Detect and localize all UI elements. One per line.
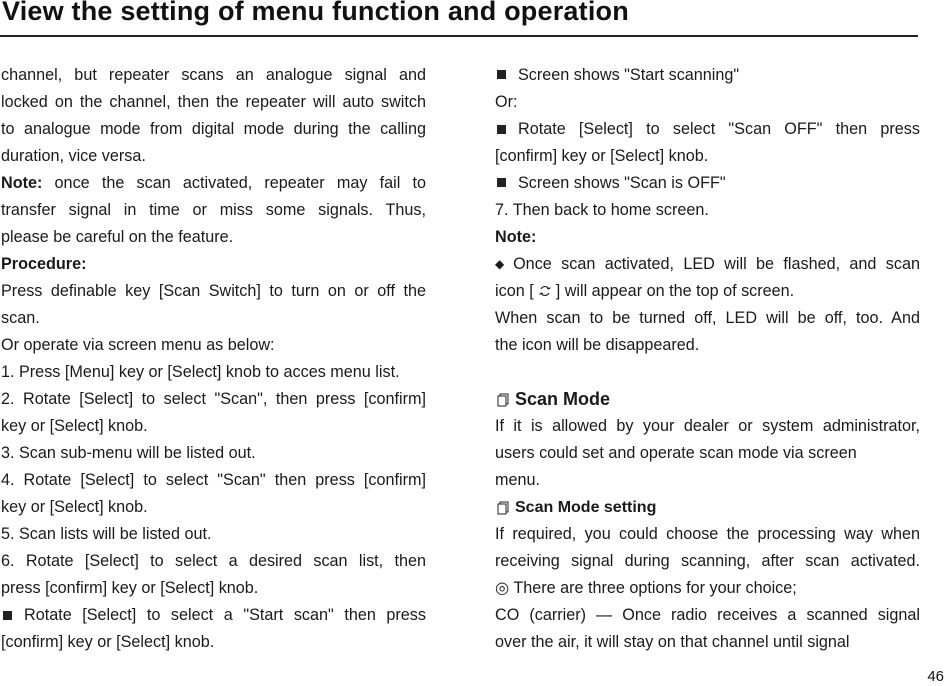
note-text: once the scan activated, repeater may fail to [42,174,426,192]
procedure-heading: Procedure: [1,255,87,273]
procedure-step: key or [Select] knob. [1,498,148,516]
bullet-continuation: [confirm] key or [Select] knob. [1,633,215,651]
paragraph-line: channel, but repeater scans an analogue signal and [1,66,426,84]
note-line: the icon will be disappeared. [495,336,700,354]
procedure-step: 4. Rotate [Select] to select "Scan" then press [confirm] [1,471,426,489]
procedure-line: scan. [1,309,40,327]
header-divider [0,35,918,37]
procedure-step: 1. Press [Menu] key or [Select] knob to acces menu list. [1,363,400,381]
bullet-item [495,170,920,197]
paragraph-line: receiving signal during scanning, after scan activated. [495,552,920,570]
procedure-step: 3. Scan sub-menu will be listed out. [1,444,256,462]
bullet-item [495,62,920,89]
scan-icon [538,284,552,298]
page-copy-icon [497,501,509,515]
paragraph-line: If required, you could choose the processing way when [495,525,920,543]
note-line [495,251,920,278]
procedure-step: 5. Scan lists will be listed out. [1,525,212,543]
procedure-step: 2. Rotate [Select] to select "Scan", then press [confirm] [1,390,426,408]
right-column [495,62,920,656]
page-number: 46 [927,668,944,685]
paragraph-line: CO (carrier) — Once radio receives a scanned signal [495,606,920,624]
note-text: ] will appear on the top of screen. [555,282,795,300]
note-text: Once scan activated, LED will be flashed, and scan [513,255,920,273]
note-line: please be careful on the feature. [1,228,234,246]
note-line [495,278,920,305]
note-line: transfer signal in time or miss some signals. Thus, [1,201,426,219]
paragraph-line: duration, vice versa. [1,147,146,165]
scan-mode-setting-heading [495,494,920,521]
paragraph-line: If it is allowed by your dealer or system administrator, [495,417,920,435]
note-line: When scan to be turned off, LED will be off, too. And [495,309,920,327]
bullet-text: Screen shows "Start scanning" [518,66,740,84]
bullet-text: Rotate [Select] to select "Scan OFF" then press [518,120,920,138]
procedure-step: 7. Then back to home screen. [495,201,709,219]
or-label: Or: [495,93,518,111]
scan-mode-setting-title: Scan Mode setting [515,499,657,516]
page-title: View the setting of menu function and operation [2,0,629,26]
procedure-step: key or [Select] knob. [1,417,148,435]
note-heading: Note: [495,228,537,246]
square-bullet-icon [497,178,506,187]
page-copy-icon [497,393,509,407]
paragraph-line: menu. [495,471,540,489]
square-bullet-icon [497,70,506,79]
procedure-line: Press definable key [Scan Switch] to turn on or off the [1,282,426,300]
bullet-text: Rotate [Select] to select a "Start scan" then press [24,606,426,624]
procedure-step: 6. Rotate [Select] to select a desired scan list, then [1,552,426,570]
square-bullet-icon [3,611,12,620]
paragraph-line: ◎ There are three options for your choice; [495,579,797,597]
left-column [1,62,426,656]
note-text: icon [ [495,282,534,300]
procedure-step: press [confirm] key or [Select] knob. [1,579,259,597]
scan-mode-title: Scan Mode [515,389,611,409]
bullet-continuation: [confirm] key or [Select] knob. [495,147,709,165]
square-bullet-icon [497,125,506,134]
scan-mode-heading [495,386,920,413]
paragraph-line: over the air, it will stay on that channel until signal [495,633,850,651]
paragraph-line: to analogue mode from digital mode during the calling [1,120,426,138]
paragraph-line: users could set and operate scan mode via screen [495,444,857,462]
spacer [495,359,920,386]
bullet-text: Screen shows "Scan is OFF" [518,174,726,192]
note-line [1,170,426,197]
diamond-bullet-icon: ◆ [495,257,510,271]
procedure-line: Or operate via screen menu as below: [1,336,275,354]
note-label: Note: [1,174,43,192]
bullet-item [495,116,920,143]
bullet-item [1,602,426,629]
paragraph-line: locked on the channel, then the repeater will auto switch [1,93,426,111]
